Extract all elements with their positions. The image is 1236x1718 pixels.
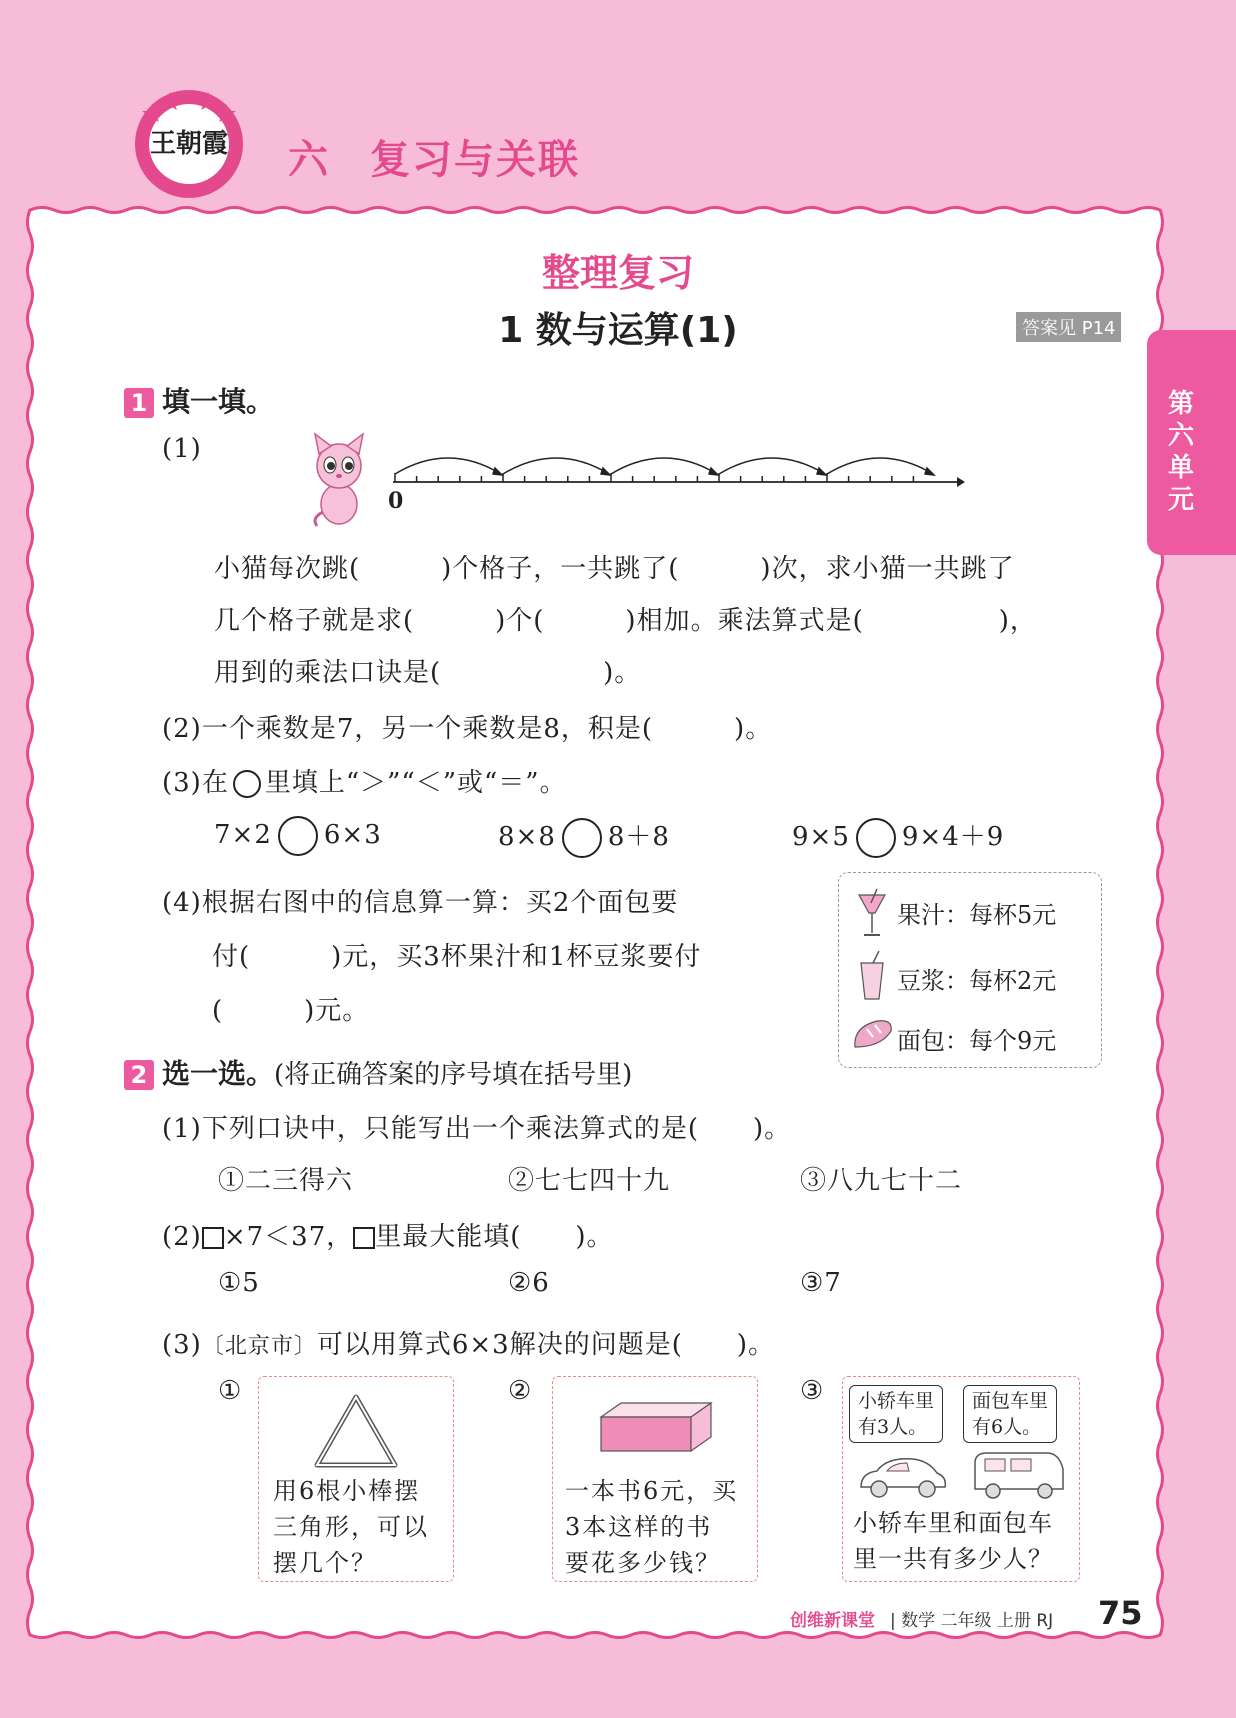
jump-arc — [395, 458, 501, 474]
side-tab-label: 第六单元 — [1167, 389, 1194, 515]
q2-sub1-option1: ①二三得六 — [218, 1166, 354, 1196]
comparison-3-left: 9×5 — [792, 822, 850, 852]
unit-title — [288, 128, 580, 185]
q1-part4-line3: ( )元。 — [212, 996, 370, 1026]
card3-text-2: 里一共有多少人？ — [853, 1545, 1053, 1573]
price-info-box — [838, 872, 1102, 1068]
footer-book-info: | 数学 二年级 上册 RJ — [890, 1611, 1054, 1631]
blank-square-icon — [353, 1227, 375, 1249]
unit-number: 六 — [288, 137, 330, 183]
card2-text-1: 一本书6元，买 — [565, 1477, 739, 1505]
bubble-van-line1: 面包车里 — [972, 1390, 1049, 1412]
card1-text-2: 三角形，可以 — [273, 1513, 429, 1541]
q1-part3-suffix: 里填上“＞”“＜”或“＝”。 — [264, 768, 567, 798]
q2-sub1: (1)下列口诀中，只能写出一个乘法算式的是( )。 — [162, 1114, 792, 1144]
answer-reference-badge: 答案见 P14 — [1016, 312, 1121, 342]
jump-arc — [503, 458, 609, 474]
q2-sub2-prefix: (2) — [162, 1222, 202, 1252]
q2-sub2-middle: ×7＜37， — [223, 1222, 354, 1252]
comparison-2-right: 8＋8 — [607, 822, 670, 852]
q1-part1-label: (1) — [162, 434, 202, 464]
q1-number-badge: 1 — [124, 388, 154, 418]
van-icon — [971, 1449, 1067, 1499]
comparison-2 — [498, 816, 670, 858]
card3-mark: ③ — [800, 1376, 825, 1406]
card1-mark: ① — [218, 1376, 243, 1406]
q2-number-badge: 2 — [124, 1060, 154, 1090]
bread-icon — [851, 1017, 895, 1053]
q1-part1-line2: 几个格子就是求( )个( )相加。乘法算式是( )， — [214, 606, 1037, 636]
option-card-1 — [258, 1376, 454, 1582]
q1-part2: (2)一个乘数是7，另一个乘数是8，积是( )。 — [162, 714, 773, 744]
option-card-3 — [842, 1376, 1080, 1582]
q2-sub1-option3: ③八九七十二 — [800, 1166, 963, 1196]
price-bread: 面包：每个9元 — [897, 1027, 1057, 1055]
comparison-3-circle[interactable] — [856, 818, 896, 858]
jump-arrowhead — [925, 468, 934, 475]
q1-part3-prefix: (3)在 — [162, 768, 229, 798]
comparison-1 — [214, 816, 382, 856]
section-title: 整理复习 — [541, 251, 694, 295]
q2-sub3-text: 可以用算式6×3解决的问题是( )。 — [316, 1330, 776, 1360]
q2-sub2-option2: ②6 — [508, 1268, 550, 1298]
card3-text-1: 小轿车里和面包车 — [853, 1509, 1053, 1537]
blank-square-icon — [202, 1227, 224, 1249]
q1-part1-line1: 小猫每次跳( )个格子，一共跳了( )次，求小猫一共跳了 — [214, 554, 1015, 584]
jump-arrowhead — [601, 468, 610, 475]
answer-circle-icon — [233, 770, 261, 798]
jump-arrowhead — [493, 468, 502, 475]
bubble-car-line2: 有3人。 — [858, 1416, 928, 1438]
publisher-logo — [130, 82, 248, 200]
comparison-3-right: 9×4＋9 — [901, 822, 1005, 852]
q2-sub2 — [162, 1216, 614, 1253]
card2-text-2: 3本这样的书 — [565, 1513, 713, 1541]
q1-heading — [124, 380, 274, 420]
q2-title-note: (将正确答案的序号填在括号里) — [274, 1060, 633, 1090]
comparison-2-left: 8×8 — [498, 822, 556, 852]
number-line-zero: 0 — [388, 488, 404, 514]
jump-arc — [611, 458, 717, 474]
juice-icon — [855, 887, 889, 941]
q2-sub2-option1: ①5 — [218, 1268, 260, 1298]
q2-title: 选一选。 — [162, 1057, 275, 1090]
price-soy-milk: 豆浆：每杯2元 — [897, 967, 1057, 995]
jump-arc — [827, 458, 933, 474]
comparison-1-right: 6×3 — [323, 820, 382, 850]
card2-mark: ② — [508, 1376, 533, 1406]
q2-sub3 — [162, 1324, 775, 1361]
bubble-van-line2: 有6人。 — [972, 1416, 1042, 1438]
q2-sub2-option3: ③7 — [800, 1268, 842, 1298]
q2-heading — [124, 1052, 632, 1092]
option-card-2 — [552, 1376, 758, 1582]
q1-title: 填一填。 — [162, 385, 275, 418]
cat-icon — [305, 432, 373, 528]
q2-sub2-suffix: 里最大能填( )。 — [375, 1222, 614, 1252]
page-number: 75 — [1098, 1594, 1143, 1632]
q2-sub1-option2: ②七七四十九 — [508, 1166, 671, 1196]
jump-arrowhead — [817, 468, 826, 475]
soy-milk-cup-icon — [857, 951, 887, 1003]
jump-arrowhead — [709, 468, 718, 475]
q2-sub3-prefix: (3) — [162, 1330, 202, 1360]
q1-part1-line3: 用到的乘法口诀是( )。 — [214, 658, 642, 688]
book-icon — [597, 1401, 715, 1457]
jump-arc — [719, 458, 825, 474]
unit-title-text: 复习与关联 — [370, 137, 580, 183]
footer-brand: 创维新课堂 — [790, 1611, 875, 1631]
region-tag: 〔北京市〕 — [201, 1334, 317, 1359]
card1-text-1: 用6根小棒摆 — [273, 1477, 421, 1505]
comparison-1-left: 7×2 — [214, 820, 272, 850]
comparison-1-circle[interactable] — [278, 816, 318, 856]
q1-part3-instruction — [162, 762, 567, 799]
stick-triangle-icon — [311, 1391, 401, 1471]
comparison-2-circle[interactable] — [562, 818, 602, 858]
lesson-title: 1 数与运算(1) — [498, 310, 738, 351]
speech-bubble-van — [963, 1385, 1057, 1443]
number-line — [385, 440, 965, 500]
car-icon — [857, 1453, 949, 1499]
comparison-3 — [792, 816, 1004, 858]
logo-text: 王朝霞 — [149, 129, 229, 159]
bubble-car-line1: 小轿车里 — [858, 1390, 935, 1412]
q1-part4-line2: 付( )元，买3杯果汁和1杯豆浆要付 — [212, 942, 702, 972]
card2-text-3: 要花多少钱？ — [565, 1549, 721, 1577]
speech-bubble-car — [849, 1385, 943, 1443]
card1-text-3: 摆几个？ — [273, 1549, 377, 1577]
q1-part4-line1: (4)根据右图中的信息算一算：买2个面包要 — [162, 888, 679, 918]
price-juice: 果汁：每杯5元 — [897, 901, 1057, 929]
